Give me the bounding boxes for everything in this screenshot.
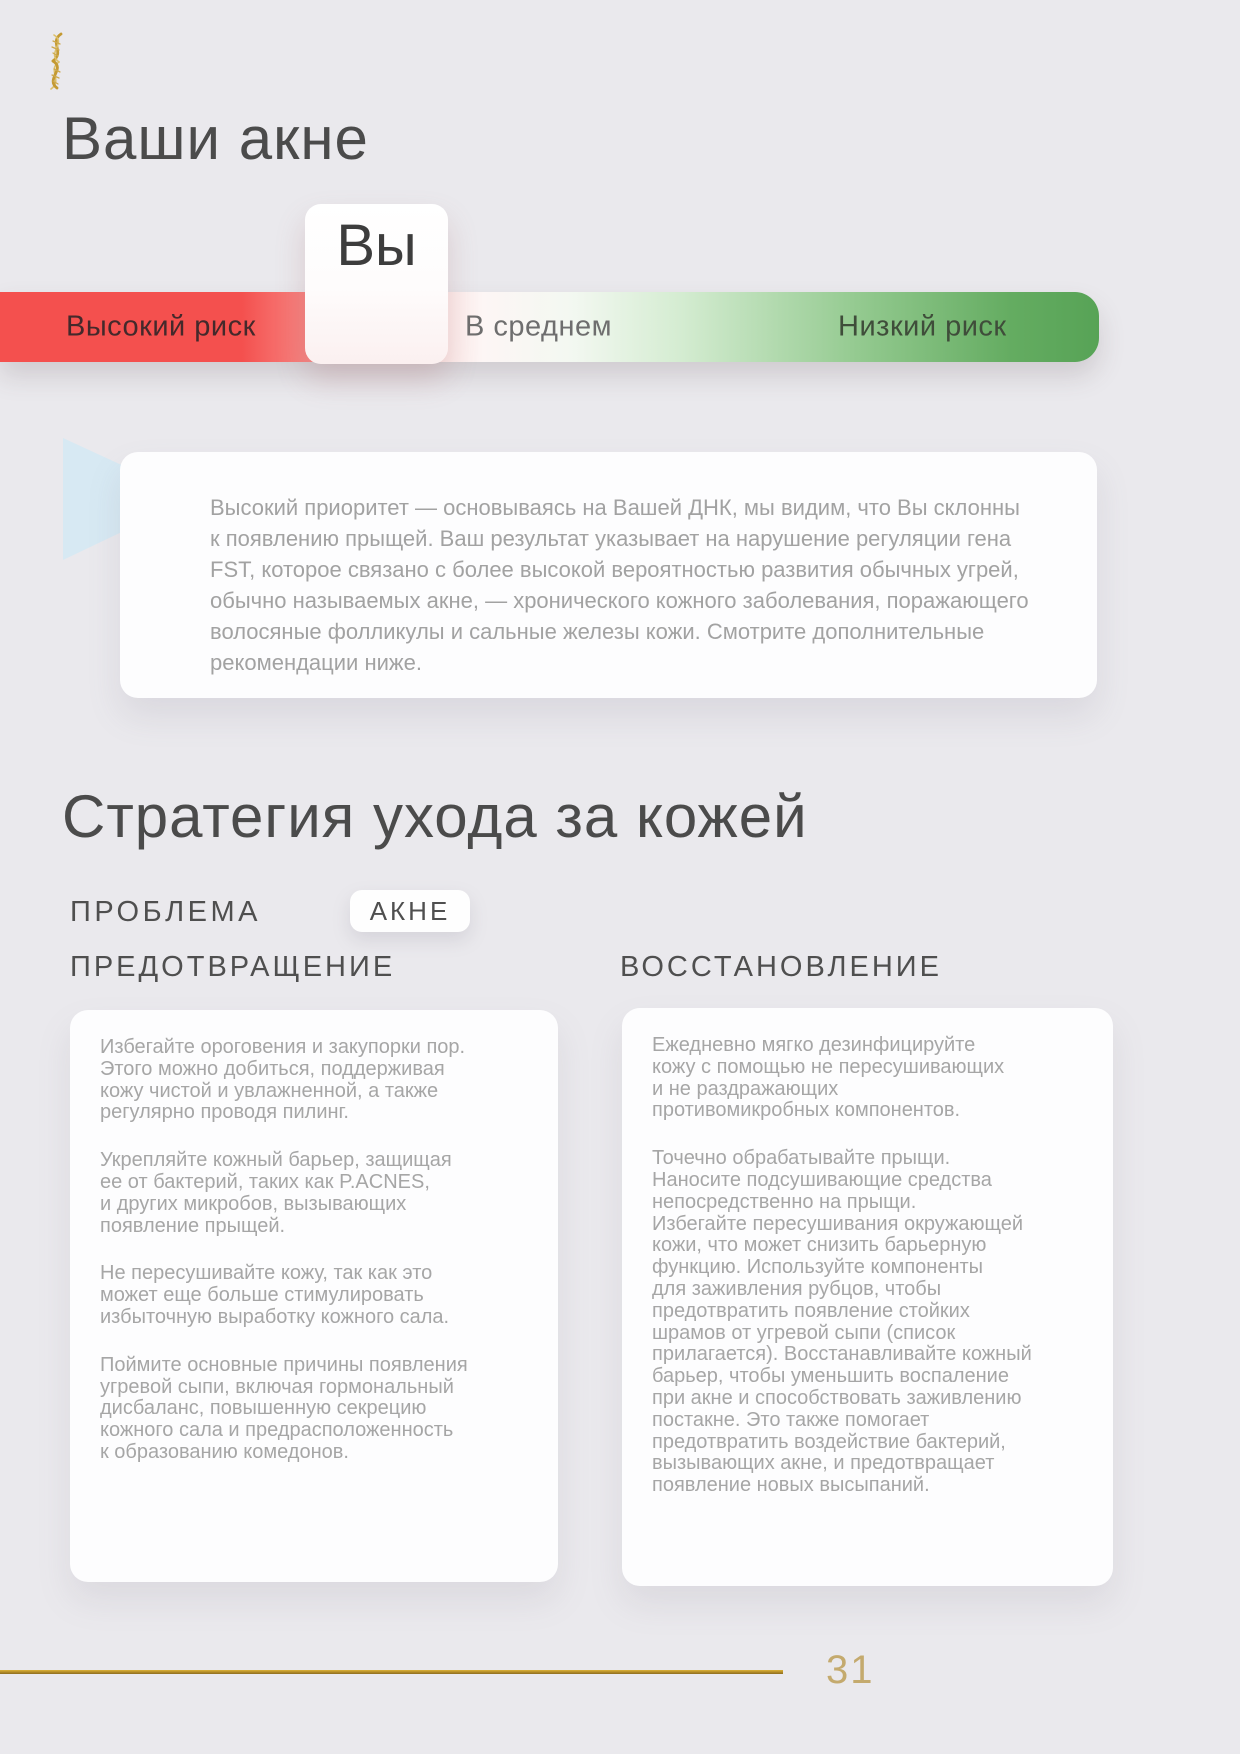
page-number: 31 [826, 1648, 875, 1692]
column-heading-prevention: ПРЕДОТВРАЩЕНИЕ [70, 951, 396, 983]
brand-logo [43, 32, 69, 92]
prevention-card-text: Избегайте ороговения и закупорки пор. Этого можно добиться, поддерживая кожу чистой и увлажненной, а также регулярно проводя пилинг. Укрепляйте кожный барьер, защищая ее от бактерий, таких как P.ACNES, и других микробов, вызывающих появление прыщей. Не пересушивайте кожу, так как это может еще больше стимулировать избыточную выработку кожного сала. Поймите основные причины появления угревой сыпи, включая гормональный дисбаланс, повышенную секрецию кожного сала и предрасположенность к образованию комедонов. [100, 1036, 468, 1463]
problem-label: ПРОБЛЕМА [70, 896, 262, 928]
risk-label-medium: В среднем [465, 310, 613, 343]
dna-helix-gold-icon [43, 32, 69, 92]
risk-scale-bar [0, 292, 1099, 362]
priority-note-text: Высокий приоритет — основываясь на Вашей ДНК, мы видим, что Вы склонны к появлению прыщей. Ваш результат указывает на нарушение регуляции гена FST, которое связано с более высокой вероятностью развития обычных угрей, обычно называемых акне, — хронического кожного заболевания, поражающего волосяные фолликулы и сальные железы кожи. Смотрите дополнительные рекомендации ниже. [210, 495, 1029, 675]
risk-label-low: Низкий риск [838, 310, 1007, 343]
problem-value: АКНЕ [369, 895, 451, 926]
footer-rule [0, 1670, 783, 1674]
column-heading-recovery: ВОССТАНОВЛЕНИЕ [620, 951, 942, 983]
page-title: Ваши акне [62, 105, 369, 172]
recovery-card-text: Ежедневно мягко дезинфицируйте кожу с помощью не пересушивающих и не раздражающих противомикробных компонентов. Точечно обрабатывайте прыщи. Наносите подсушивающие средства непосредственно на прыщи. Избегайте пересушивания окружающей кожи, что может снизить барьерную функцию. Используйте компоненты для заживления рубцов, чтобы предотвратить появление стойких шрамов от угревой сыпи (список прилагается). Восстанавливайте кожный барьер, чтобы уменьшить воспаление при акне и способствовать заживлению постакне. Это также помогает предотвратить воздействие бактерий, вызывающих акне, и предотвращает появление новых высыпаний. [652, 1034, 1032, 1497]
section-title: Стратегия ухода за кожей [62, 783, 808, 850]
recovery-card [622, 1008, 1113, 1586]
risk-marker-label: Вы [336, 213, 417, 278]
risk-label-high: Высокий риск [66, 310, 256, 343]
priority-note-card [120, 452, 1097, 698]
problem-value-chip [350, 890, 470, 932]
prevention-card [70, 1010, 558, 1582]
risk-marker-you [305, 204, 448, 364]
